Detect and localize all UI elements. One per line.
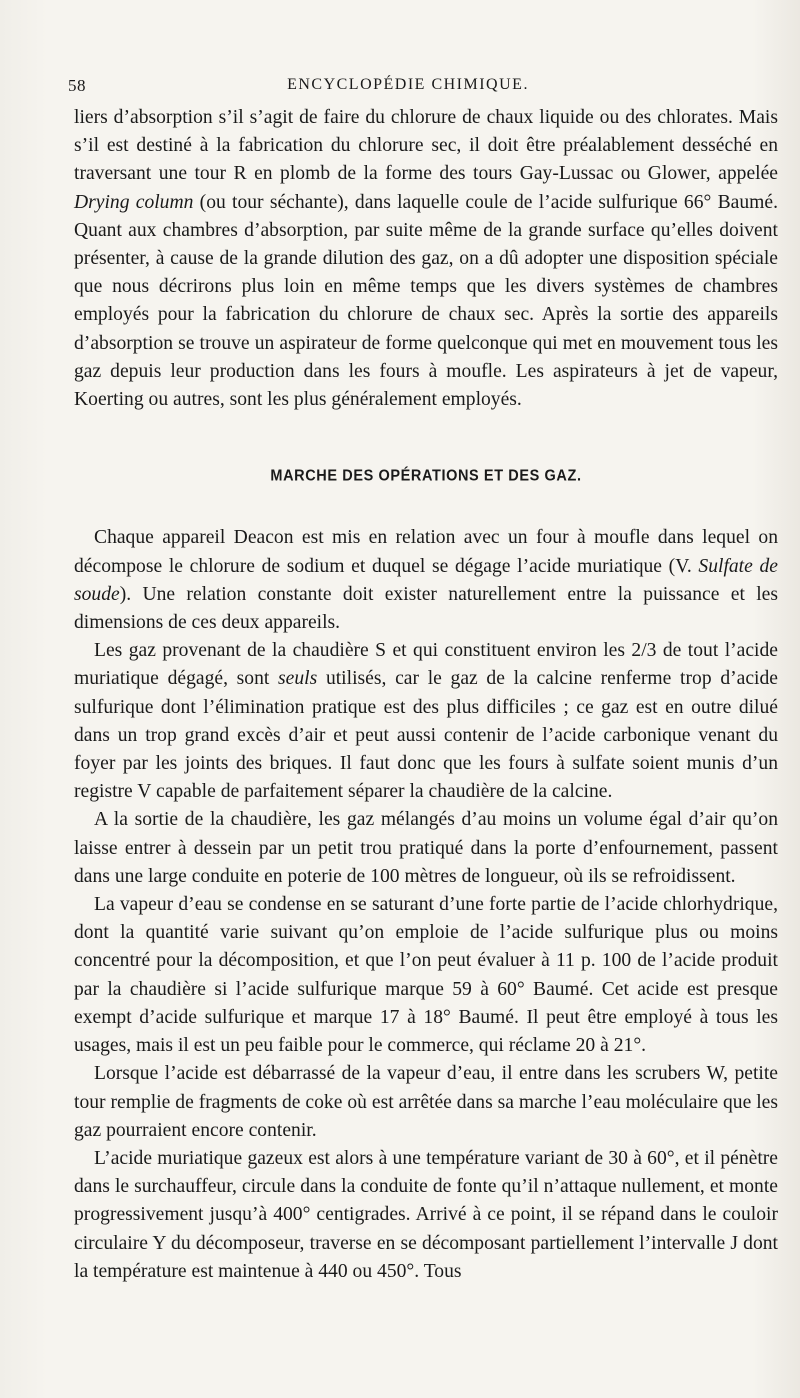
running-title: ENCYCLOPÉDIE CHIMIQUE. <box>287 76 529 93</box>
paragraph-3: Les gaz provenant de la chaudière S et qui constituent environ les 2/3 de tout l’acide muriatique dégagé, sont seuls utilisés, car le gaz de la calcine renferme trop d’acide sulfurique dont l’élimination pratique est des plus difficiles ; ce gaz est en outre dilué dans un trop grand excès d’air et peut aussi contenir de l’acide carbonique venant du foyer par les joints des briques. Il faut donc que les fours à sulfate soient munis d’un registre V capable de parfaitement séparer la chaudière de la calcine. <box>74 640 778 803</box>
paragraph-6: Lorsque l’acide est débarrassé de la vapeur d’eau, il entre dans les scrubers W, petite tour remplie de fragments de coke où est arrêtée dans sa marche l’eau moléculaire que les gaz pourraient encore contenir. <box>74 1063 778 1141</box>
paragraph-2: Chaque appareil Deacon est mis en relation avec un four à moufle dans lequel on décompose le chlorure de sodium et duquel se dégage l’acide muriatique (V. Sulfate de soude). Une relation constante doit exister naturellement entre la puissance et les dimensions de ces deux appareils. <box>74 527 778 634</box>
paragraph-4: A la sortie de la chaudière, les gaz mélangés d’au moins un volume égal d’air qu’on laisse entrer à dessein par un petit trou pratiqué dans la porte d’enfournement, passent dans une large conduite en poterie de 100 mètres de longueur, où ils se refroidissent. <box>74 809 778 887</box>
italic-term: Drying column <box>74 191 194 213</box>
paragraph-5: La vapeur d’eau se condense en se saturant d’une forte partie de l’acide chlorhydrique, dont la quantité varie suivant qu’on emploie de l’acide sulfurique plus ou moins concentré pour la décomposition, et que l’on peut évaluer à 11 p. 100 de l’acide produit par la chaudière si l’acide sulfurique marque 59 à 60° Baumé. Cet acide est presque exempt d’acide sulfurique et marque 17 à 18° Baumé. Il peut être employé à tous les usages, mais il est un peu faible pour le commerce, qui réclame 20 à 21°. <box>74 894 778 1057</box>
paragraph-1: liers d’absorption s’il s’agit de faire du chlorure de chaux liquide ou des chlorates. Mais s’il est destiné à la fabrication du chlorure sec, il doit être préalablement desséché en traversant une tour R en plomb de la forme des tours Gay-Lussac ou Glower, appelée Drying column (ou tour séchante), dans laquelle coule de l’acide sulfurique 66° Baumé. Quant aux chambres d’absorption, par suite même de la grande surface qu’elles doivent présenter, à cause de la grande dilution des gaz, on a dû adopter une disposition spéciale que nous décrirons plus loin en même temps que les divers systèmes de chambres employés pour la fabrication du chlorure de chaux sec. Après la sortie des appareils d’absorption se trouve un aspirateur de forme quelconque qui met en mouvement tous les gaz depuis leur production dans les fours à moufle. Les aspirateurs à jet de vapeur, Koerting ou autres, sont les plus généralement employés. <box>74 107 778 411</box>
section-heading: MARCHE DES OPÉRATIONS ET DES GAZ. <box>270 467 582 485</box>
body-text <box>74 104 778 1286</box>
italic-term: seuls <box>278 668 318 690</box>
italic-term: Sulfate de soude <box>74 555 778 605</box>
paragraph-7: L’acide muriatique gazeux est alors à une température variant de 30 à 60°, et il pénètre dans le surchauffeur, circule dans la conduite de fonte qu’il n’attaque nullement, et monte progressivement jusqu’à 400° centigrades. Arrivé à ce point, il se répand dans le couloir circulaire Y du décomposeur, traverse en se décomposant partiellement l’intervalle J dont la température est maintenue à 440 ou 450°. Tous <box>74 1147 778 1282</box>
running-head <box>68 76 748 100</box>
page-number: 58 <box>68 76 86 95</box>
